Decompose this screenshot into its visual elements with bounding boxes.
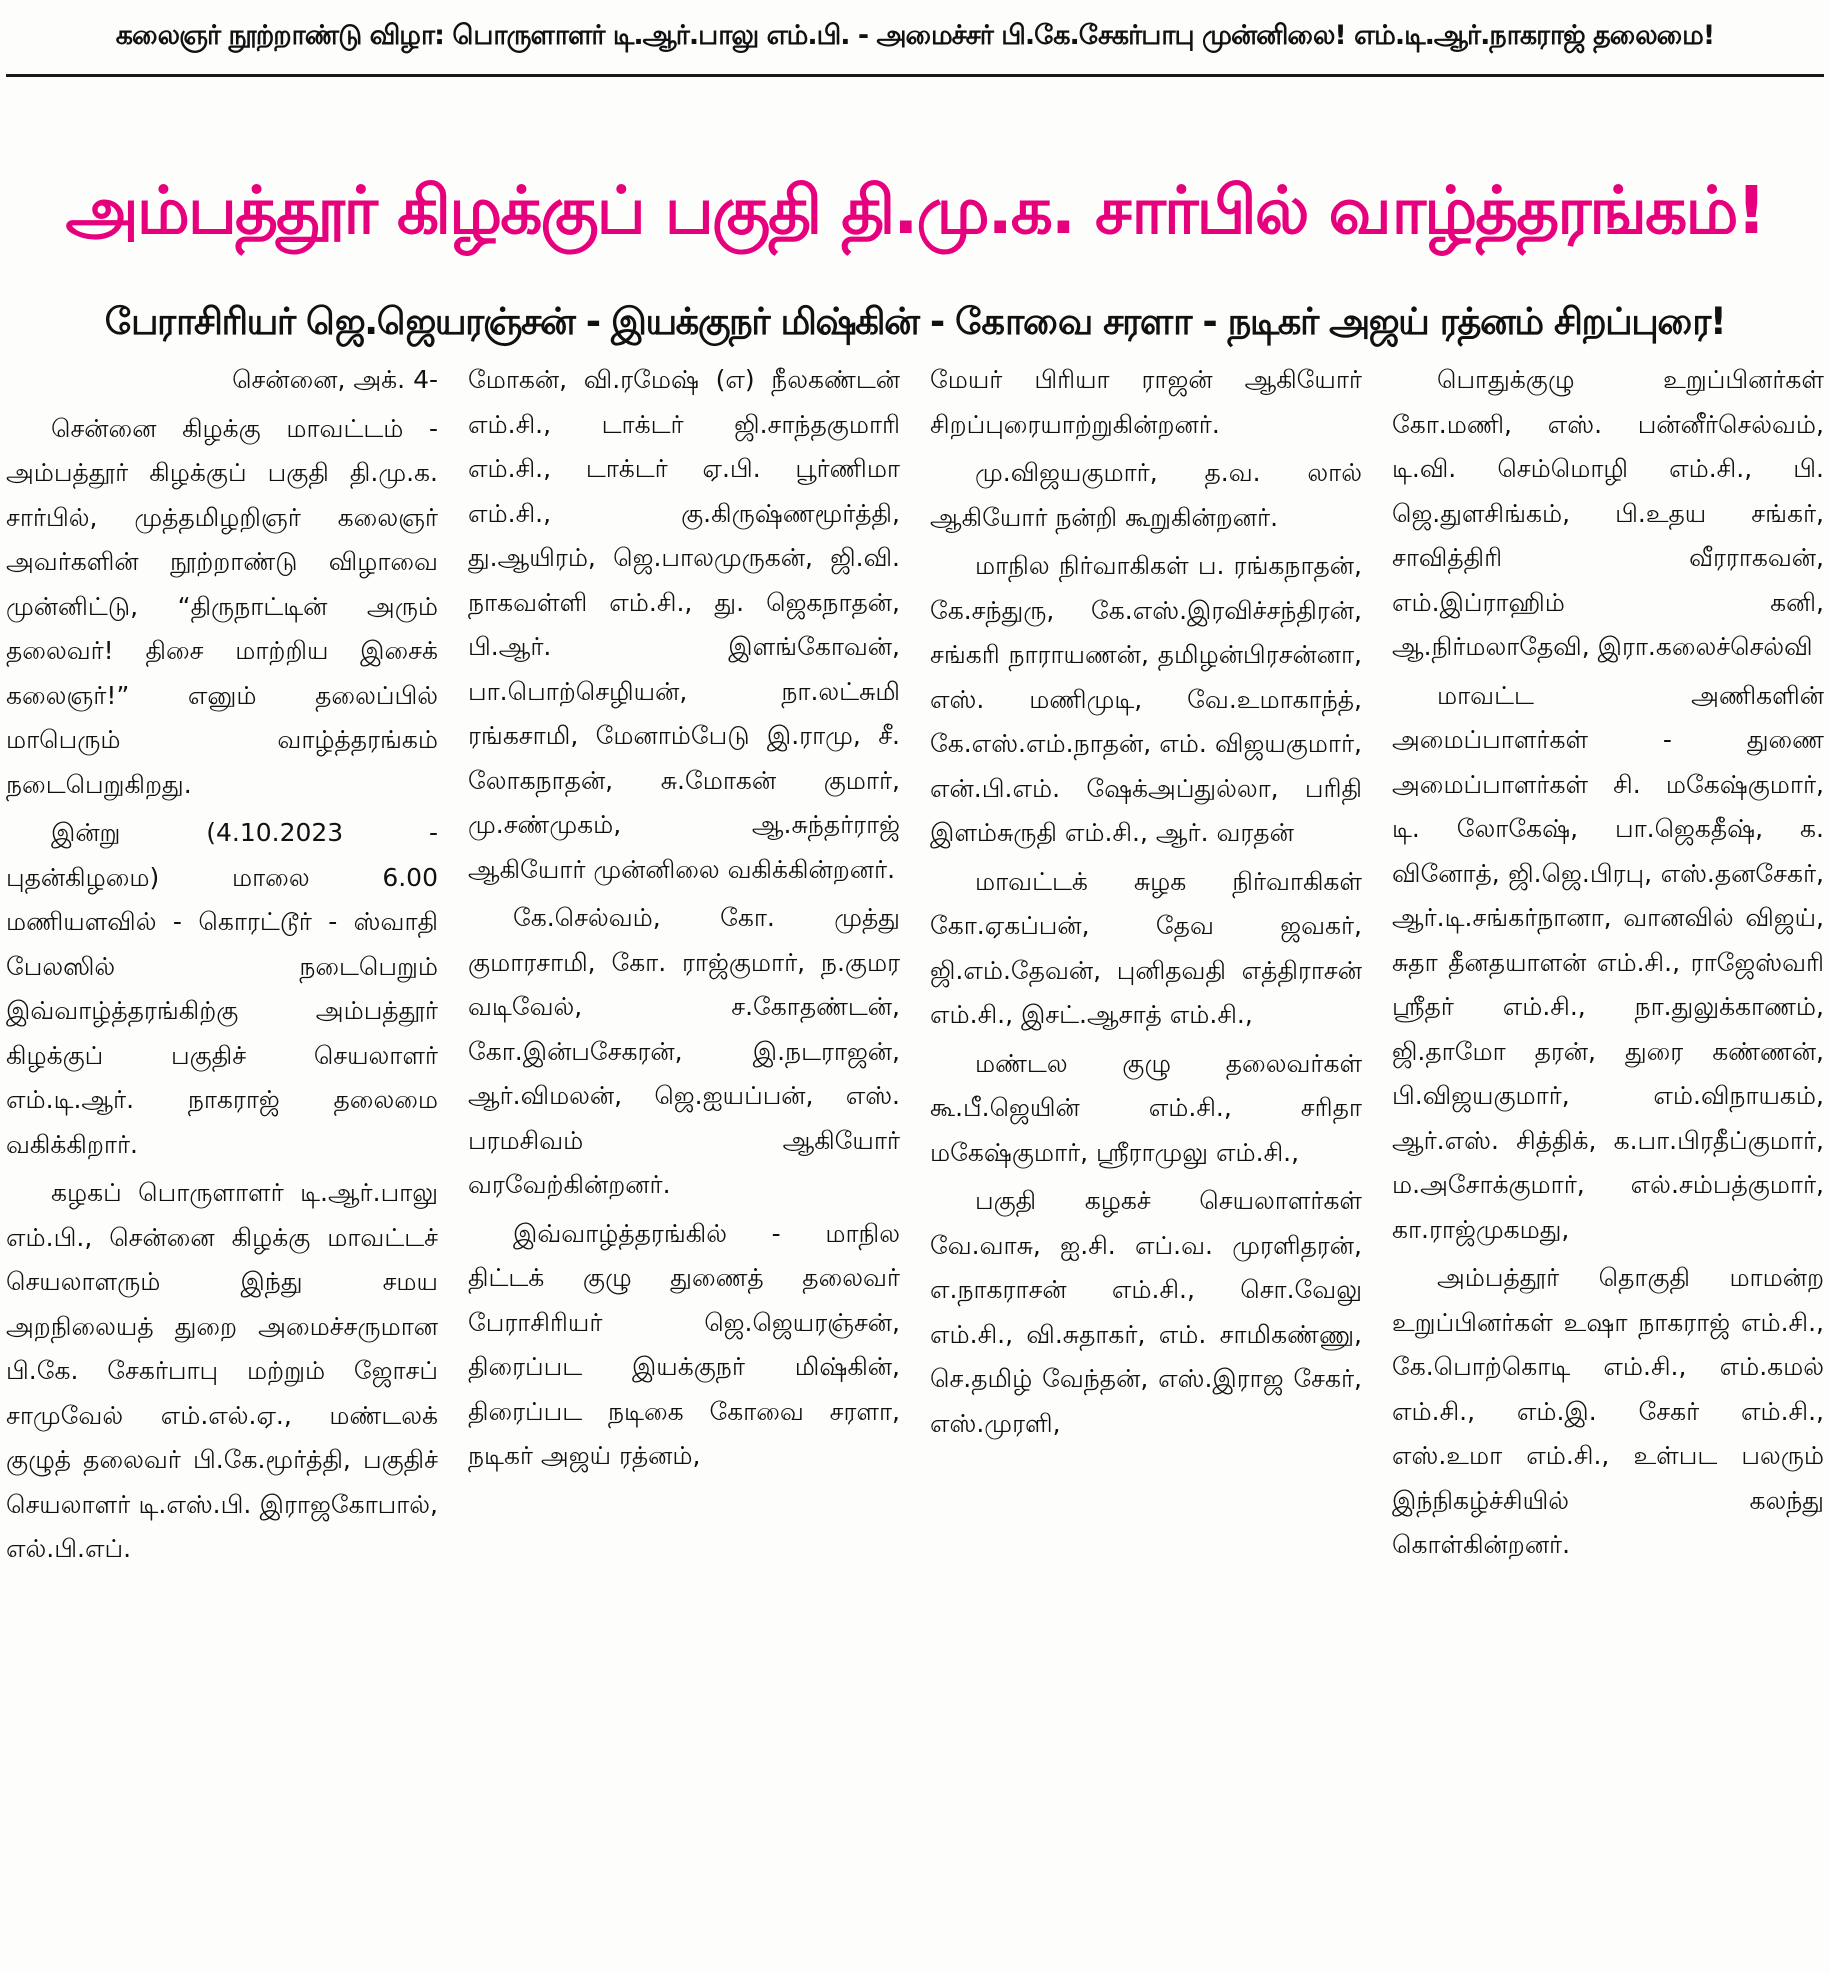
paragraph: இன்று (4.10.2023 - புதன்கிழமை) மாலை 6.00 மணியளவில் - கொரட்டூர் - ஸ்வாதி பேலஸில் நடைபெறும் இவ்வாழ்த்தரங்கிற்கு அம்பத்தூர் கிழக்குப் பகுதிச் செயலாளர் எம்.டி.ஆர். நாகராஜ் தலைமை வகிக்கிறார். <box>6 818 438 1159</box>
headline: அம்பத்தூர் கிழக்குப் பகுதி தி.மு.க. சார்பில் வாழ்த்தரங்கம்! <box>65 172 1765 250</box>
paragraph: மோகன், வி.ரமேஷ் (எ) நீலகண்டன் எம்.சி., டாக்டர் ஜி.சாந்தகுமாரி எம்.சி., டாக்டர் ஏ.பி. பூர்ணிமா எம்.சி., கு.கிருஷ்ணமூர்த்தி, து.ஆயிரம், ஜெ.பாலமுருகன், ஜி.வி. நாகவள்ளி எம்.சி., து. ஜெகநாதன், பி.ஆர். இளங்கோவன், பா.பொற்செழியன், நா.லட்சுமி ரங்கசாமி, மேனாம்பேடு இ.ராமு, சீ. லோகநாதன், சு.மோகன் குமார், மு.சண்முகம், ஆ.சுந்தர்ராஜ் ஆகியோர் முன்னிலை வகிக்கின்றனர். <box>468 365 900 884</box>
paragraph: சென்னை கிழக்கு மாவட்டம் - அம்பத்தூர் கிழக்குப் பகுதி தி.மு.க. சார்பில், முத்தமிழறிஞர் கலைஞர் அவர்களின் நூற்றாண்டு விழாவை முன்னிட்டு, “திருநாட்டின் அரும் தலைவர்! திசை மாற்றிய இசைக் கலைஞர்!” எனும் தலைப்பில் மாபெரும் வாழ்த்தரங்கம் நடைபெறுகிறது. <box>6 413 438 799</box>
article-column-3 <box>930 358 1362 1958</box>
article-column-2 <box>468 358 900 1958</box>
paragraph: மு.விஜயகுமார், த.வ. லால் ஆகியோர் நன்றி கூறுகின்றனர். <box>930 458 1362 532</box>
article-column-4 <box>1392 358 1824 1958</box>
paragraph: பகுதி கழகச் செயலாளர்கள் வே.வாசு, ஐ.சி. எப்.வ. முரளிதரன், எ.நாகராசன் எம்.சி., சொ.வேலு எம்.சி., வி.சுதாகர், எம். சாமிகண்ணு, செ.தமிழ் வேந்தன், எஸ்.இராஜ சேகர், எஸ்.முரளி, <box>930 1186 1362 1438</box>
paragraph: பொதுக்குழு உறுப்பினர்கள் கோ.மணி, எஸ். பன்னீர்செல்வம், டி.வி. செம்மொழி எம்.சி., பி. ஜெ.துளசிங்கம், பி.உதய சங்கர், சாவித்திரி வீரராகவன், எம்.இப்ராஹிம் கனி, ஆ.நிர்மலாதேவி, இரா.கலைச்செல்வி <box>1392 365 1824 661</box>
paragraph: மாவட்ட அணிகளின் அமைப்பாளர்கள் - துணை அமைப்பாளர்கள் சி. மகேஷ்குமார், டி. லோகேஷ், பா.ஜெகதீஷ், க. வினோத், ஜி.ஜெ.பிரபு, எஸ்.தனசேகர், ஆர்.டி.சங்கர்நானா, வானவில் விஜய், சுதா தீனதயாளன் எம்.சி., ராஜேஸ்வரி ஸ்ரீதர் எம்.சி., நா.துலுக்காணம், ஜி.தாமோ தரன், துரை கண்ணன், பி.விஜயகுமார், எம்.விநாயகம், ஆர்.எஸ். சித்திக், க.பா.பிரதீப்குமார், ம.அசோக்குமார், எல்.சம்பத்குமார், கா.ராஜ்முகமது, <box>1392 680 1824 1244</box>
article-column-1 <box>6 358 438 1958</box>
paragraph: கே.செல்வம், கோ. முத்து குமாரசாமி, கோ. ராஜ்குமார், ந.குமர வடிவேல், ச.கோதண்டன், கோ.இன்பசேகரன், இ.நடராஜன், ஆர்.விமலன், ஜெ.ஐயப்பன், எஸ். பரமசிவம் ஆகியோர் வரவேற்கின்றனர். <box>468 903 900 1199</box>
paragraph: அம்பத்தூர் தொகுதி மாமன்ற உறுப்பினர்கள் உஷா நாகராஜ் எம்.சி., கே.பொற்கொடி எம்.சி., எம்.கமல் எம்.சி., எம்.இ. சேகர் எம்.சி., எஸ்.உமா எம்.சி., உள்பட பலரும் இந்நிகழ்ச்சியில் கலந்து கொள்கின்றனர். <box>1392 1263 1824 1559</box>
paragraph: மாவட்டக் சுழக நிர்வாகிகள் கோ.ஏகப்பன், தேவ ஜவகர், ஜி.எம்.தேவன், புனிதவதி எத்திராசன் எம்.சி., இசட்.ஆசாத் எம்.சி., <box>930 866 1362 1029</box>
article-body <box>6 358 1824 1958</box>
paragraph: கழகப் பொருளாளர் டி.ஆர்.பாலு எம்.பி., சென்னை கிழக்கு மாவட்டச் செயலாளரும் இந்து சமய அறநிலையத் துறை அமைச்சருமான பி.கே. சேகர்பாபு மற்றும் ஜோசப் சாமுவேல் எம்.எல்.ஏ., மண்டலக் குழுத் தலைவர் பி.கே.மூர்த்தி, பகுதிச் செயலாளர் டி.எஸ்.பி. இராஜகோபால், எல்.பி.எப். <box>6 1178 438 1563</box>
paragraph: மேயர் பிரியா ராஜன் ஆகியோர் சிறப்புரையாற்றுகின்றனர். <box>930 365 1362 439</box>
kicker-line: கலைஞர் நூற்றாண்டு விழா: பொருளாளர் டி.ஆர்.பாலு எம்.பி. - அமைச்சர் பி.கே.சேகர்பாபு முன்னிலை! எம்.டி.ஆர்.நாகராஜ் தலைமை! <box>115 19 1715 51</box>
paragraph: மாநில நிர்வாகிகள் ப. ரங்கநாதன், கே.சந்துரு, கே.எஸ்.இரவிச்சந்திரன், சங்கரி நாராயணன், தமிழன்பிரசன்னா, எஸ். மணிமுடி, வே.உமாகாந்த், கே.எஸ்.எம்.நாதன், எம். விஜயகுமார், என்.பி.எம். ஷேக்அப்துல்லா, பரிதி இளம்சுருதி எம்.சி., ஆர். வரதன் <box>930 551 1362 847</box>
dateline: சென்னை, அக். 4- <box>232 365 438 394</box>
paragraph: மண்டல குழு தலைவர்கள் கூ.பீ.ஜெயின் எம்.சி., சரிதா மகேஷ்குமார், ஸ்ரீராமுலு எம்.சி., <box>930 1048 1362 1167</box>
header-rule <box>6 74 1824 77</box>
paragraph: இவ்வாழ்த்தரங்கில் - மாநில திட்டக் குழு துணைத் தலைவர் பேராசிரியர் ஜெ.ஜெயரஞ்சன், திரைப்பட இயக்குநர் மிஷ்கின், திரைப்பட நடிகை கோவை சரளா, நடிகர் அஜய் ரத்னம், <box>468 1218 900 1470</box>
subheadline: பேராசிரியர் ஜெ.ஜெயரஞ்சன் - இயக்குநர் மிஷ்கின் - கோவை சரளா - நடிகர் அஜய் ரத்னம் சிறப்புரை! <box>104 299 1726 343</box>
